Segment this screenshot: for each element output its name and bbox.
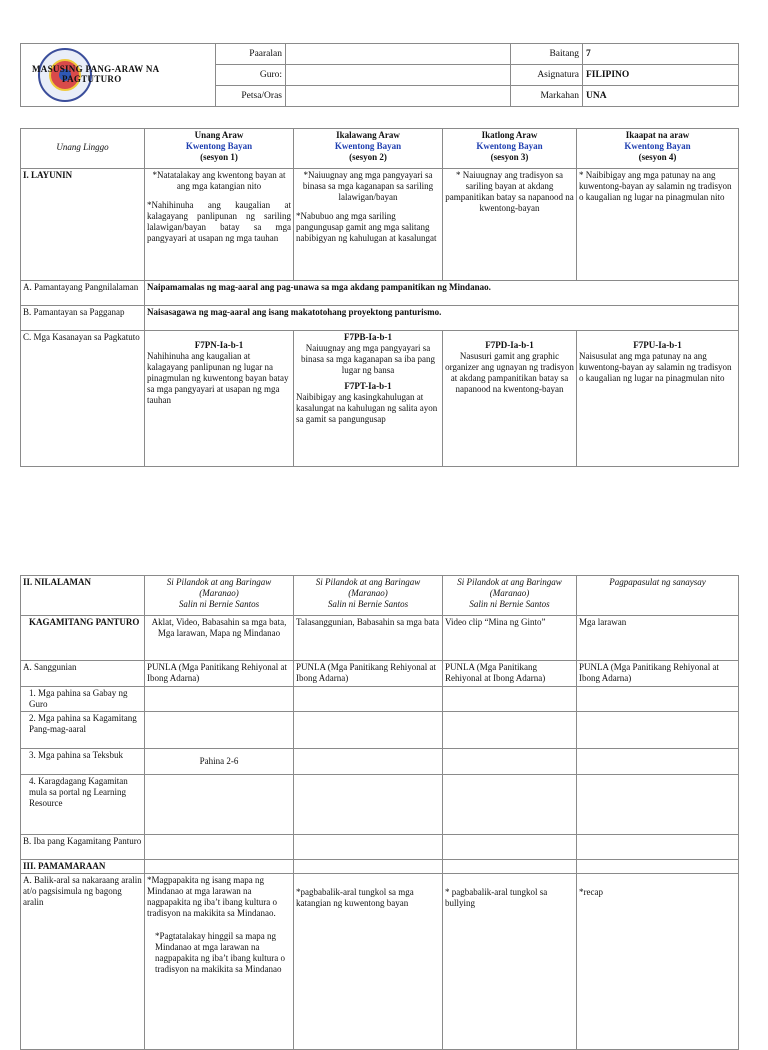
layunin-cell [294,169,443,281]
layunin-text: * Naiuugnay ang tradisyon sa sariling bayan at akdang pampanitikan batay sa napanood na kwentong-bayan [445,170,574,213]
iba-pang-label: B. Iba pang Kagamitang Panturo [21,835,145,860]
empty-cell [443,775,577,835]
sub-item-row [21,775,739,835]
nilalaman-cell [145,576,294,616]
kasanayan-cell [145,331,294,467]
paaralan-value [286,44,511,65]
header-row [21,44,739,65]
sanggunian-row [21,661,739,687]
kagamitan-label: KAGAMITANG PANTURO [21,616,145,661]
empty-cell [577,860,739,874]
week-label: Unang Linggo [21,129,145,169]
empty-cell [294,749,443,775]
sub-item-value [145,687,294,712]
header-label: Markahan [511,86,583,107]
competency-text: Nasusuri gamit ang graphic organizer ang ugnayan ng tradisyon at akdang pampanitikan batay sa napanood na kwentong-bayan [445,351,574,394]
kasanayan-cell [577,331,739,467]
days-header-row [21,129,739,169]
layunin-text: *Nabubuo ang mga sariling pangungusap gamit ang mga salitang nabibigyan ng kahulugan at kasalungat [296,211,437,243]
nilalaman-label: II. NILALAMAN [21,576,145,616]
sanggunian-cell: PUNLA (Mga Panitikang Rehiyonal at Ibong Adarna) [443,661,577,687]
layunin-cell [145,169,294,281]
nilalaman-origin: (Maranao) [348,588,388,598]
nilalaman-cell [443,576,577,616]
competency-code: F7PT-Ia-b-1 [344,381,392,391]
sub-item-label: 3. Mga pahina sa Teksbuk [21,749,145,775]
logo-text-line1: MASUSING PANG-ARAW NA [32,64,160,74]
empty-cell [294,860,443,874]
nilalaman-title: Pagpapasulat ng sanaysay [609,577,706,587]
pamantayang-pangnilalaman-value: Naipamamalas ng mag-aaral ang pag-unawa sa mga akdang pampanitikan ng Mindanao. [145,281,739,306]
objectives-table [20,128,739,467]
empty-cell [443,860,577,874]
empty-cell [294,712,443,749]
layunin-cell [443,169,577,281]
logo-cell [21,44,216,107]
pamantayang-pangnilalaman-label: A. Pamantayang Pangnilalaman [21,281,145,306]
kasanayan-cell [443,331,577,467]
competency-text: Nahihinuha ang kaugalian at kalagayang panlipunan ng lugar na pinagmulan ng kuwentong bayan batay sa mga pangyayari at usapan ng mga tauhan [147,351,289,405]
balik-aral-cell [443,874,577,1050]
empty-cell [577,749,739,775]
empty-cell [145,835,294,860]
day-header [577,129,739,169]
nilalaman-title: Si Pilandok at ang Baringaw [166,577,272,587]
balik-aral-cell [577,874,739,1050]
empty-cell [577,775,739,835]
competency-text: Naisusulat ang mga patunay na ang kuwentong-bayan ay salamin ng tradisyon o kaugalian ng lugar na pinagmulan nito [579,351,732,383]
empty-cell [294,835,443,860]
empty-cell [443,749,577,775]
kagamitan-cell: Video clip “Mina ng Ginto” [443,616,577,661]
nilalaman-origin: (Maranao) [199,588,239,598]
sub-item-row [21,712,739,749]
competency-text: Naiuugnay ang mga pangyayari sa binasa sa mga kaganapan sa iba pang lugar ng bansa [301,343,435,375]
petsa-value [286,86,511,107]
sub-item-row [21,687,739,712]
competency-code: F7PD-Ia-b-1 [485,340,534,350]
header-table [20,43,739,107]
empty-cell [443,835,577,860]
sub-item-label: 1. Mga pahina sa Gabay ng Guro [21,687,145,712]
day-name: Ikatlong Araw [481,130,538,140]
layunin-text: *Natatalakay ang kwentong bayan at ang mga katangian nito [152,170,286,191]
asignatura-value: FILIPINO [583,65,739,86]
empty-cell [294,687,443,712]
day-name: Unang Araw [194,130,244,140]
header-label: Asignatura [511,65,583,86]
balik-aral-text: *pagbabalik-aral tungkol sa mga katangian ng kuwentong bayan [296,887,414,908]
sub-item-value [145,775,294,835]
balik-aral-text: *recap [579,887,603,897]
sanggunian-label: A. Sanggunian [21,661,145,687]
header-label: Guro: [216,65,286,86]
nilalaman-origin: (Maranao) [489,588,530,598]
sub-item-label: 2. Mga pahina sa Kagamitang Pang-mag-aaral [21,712,145,749]
day-topic: Kwentong Bayan [624,141,691,151]
balik-aral-text: *Pagtatalakay hinggil sa mapa ng Mindanao at mga larawan na nagpapakita ng iba’t ibang kultura o tradisyon na makikita sa Mindanao [155,931,286,974]
empty-cell [294,775,443,835]
sanggunian-cell: PUNLA (Mga Panitikang Rehiyonal at Ibong Adarna) [577,661,739,687]
sanggunian-cell: PUNLA (Mga Panitikang Rehiyonal at Ibong Adarna) [145,661,294,687]
day-header [294,129,443,169]
header-label: Petsa/Oras [216,86,286,107]
layunin-cell [577,169,739,281]
nilalaman-translator: Salin ni Bernie Santos [327,599,409,609]
nilalaman-title: Si Pilandok at ang Baringaw [315,577,421,587]
layunin-text: *Naiuugnay ang mga pangyayari sa binasa sa mga kaganapan sa sariling lalawigan/bayan [302,170,434,202]
sanggunian-cell: PUNLA (Mga Panitikang Rehiyonal at Ibong Adarna) [294,661,443,687]
nilalaman-cell [577,576,739,616]
balik-aral-cell [294,874,443,1050]
kagamitan-cell: Aklat, Video, Babasahin sa mga bata, Mga larawan, Mapa ng Mindanao [145,616,294,661]
balik-aral-cell [145,874,294,1050]
content-table [20,575,739,1050]
pamamaraan-row [21,860,739,874]
day-session: (sesyon 2) [349,152,387,162]
header-label: Paaralan [216,44,286,65]
pamantayan-pagganap-value: Naisasagawa ng mag-aaral ang isang makatotohang proyektong panturismo. [145,306,739,331]
empty-cell [577,712,739,749]
competency-text: Naibibigay ang kasingkahulugan at kasalungat na kahulugan ng salita ayon sa gamit sa pangungusap [296,392,438,424]
day-header [443,129,577,169]
balik-aral-label: A. Balik-aral sa nakaraang aralin at/o pagsisimula ng bagong aralin [21,874,145,1050]
empty-cell [577,687,739,712]
baitang-value: 7 [583,44,739,65]
day-name: Ikaapat na araw [625,130,690,140]
day-session: (sesyon 3) [490,152,529,162]
layunin-row [21,169,739,281]
balik-aral-text: * pagbabalik-aral tungkol sa bullying [445,887,548,908]
empty-cell [145,860,294,874]
day-topic: Kwentong Bayan [476,141,543,151]
kagamitan-row [21,616,739,661]
day-topic: Kwentong Bayan [334,141,402,151]
kasanayan-row [21,331,739,467]
nilalaman-translator: Salin ni Bernie Santos [469,599,550,609]
nilalaman-cell [294,576,443,616]
balik-aral-row [21,874,739,1050]
balik-aral-text: *Magpapakita ng isang mapa ng Mindanao at mga larawan na nagpapakita ng iba’t ibang kultura o tradisyon na makikita sa Mindanao. [147,875,278,918]
nilalaman-translator: Salin ni Bernie Santos [178,599,260,609]
layunin-label: I. LAYUNIN [21,169,145,281]
header-label: Baitang [511,44,583,65]
pamamaraan-label: III. PAMAMARAAN [21,860,145,874]
sub-item-value: Pahina 2-6 [145,749,294,775]
nilalaman-title: Si Pilandok at ang Baringaw [457,577,562,587]
layunin-text: *Nahihinuha ang kaugalian at kalagayang panlipunan ng sariling lalawigan/bayan batay sa mga pangyayari at usapan ng mga tauhan [147,200,291,243]
competency-code: F7PN-Ia-b-1 [194,340,244,350]
kasanayan-label: C. Mga Kasanayan sa Pagkatuto [21,331,145,467]
day-topic: Kwentong Bayan [185,141,253,151]
nilalaman-row [21,576,739,616]
day-header [145,129,294,169]
pamantayang-pangnilalaman-row [21,281,739,306]
sub-item-label: 4. Karagdagang Kagamitan mula sa portal ng Learning Resource [21,775,145,835]
markahan-value: UNA [583,86,739,107]
layunin-text: * Naibibigay ang mga patunay na ang kuwentong-bayan ay salamin ng tradisyon o kaugalian ng lugar na pinagmulan nito [579,170,732,202]
competency-code: F7PB-Ia-b-1 [344,332,392,342]
kasanayan-cell [294,331,443,467]
pamantayan-pagganap-label: B. Pamantayan sa Pagganap [21,306,145,331]
logo-text-line2: PAGTUTURO [62,74,122,84]
empty-cell [577,835,739,860]
day-session: (sesyon 4) [638,152,677,162]
pamantayan-pagganap-row [21,306,739,331]
day-name: Ikalawang Araw [336,130,400,140]
guro-value [286,65,511,86]
iba-pang-row [21,835,739,860]
empty-cell [443,687,577,712]
kagamitan-cell: Talasanggunian, Babasahin sa mga bata [294,616,443,661]
kagamitan-cell: Mga larawan [577,616,739,661]
competency-code: F7PU-Ia-b-1 [633,340,682,350]
empty-cell [443,712,577,749]
day-session: (sesyon 1) [200,152,238,162]
sub-item-value [145,712,294,749]
sub-item-row [21,749,739,775]
